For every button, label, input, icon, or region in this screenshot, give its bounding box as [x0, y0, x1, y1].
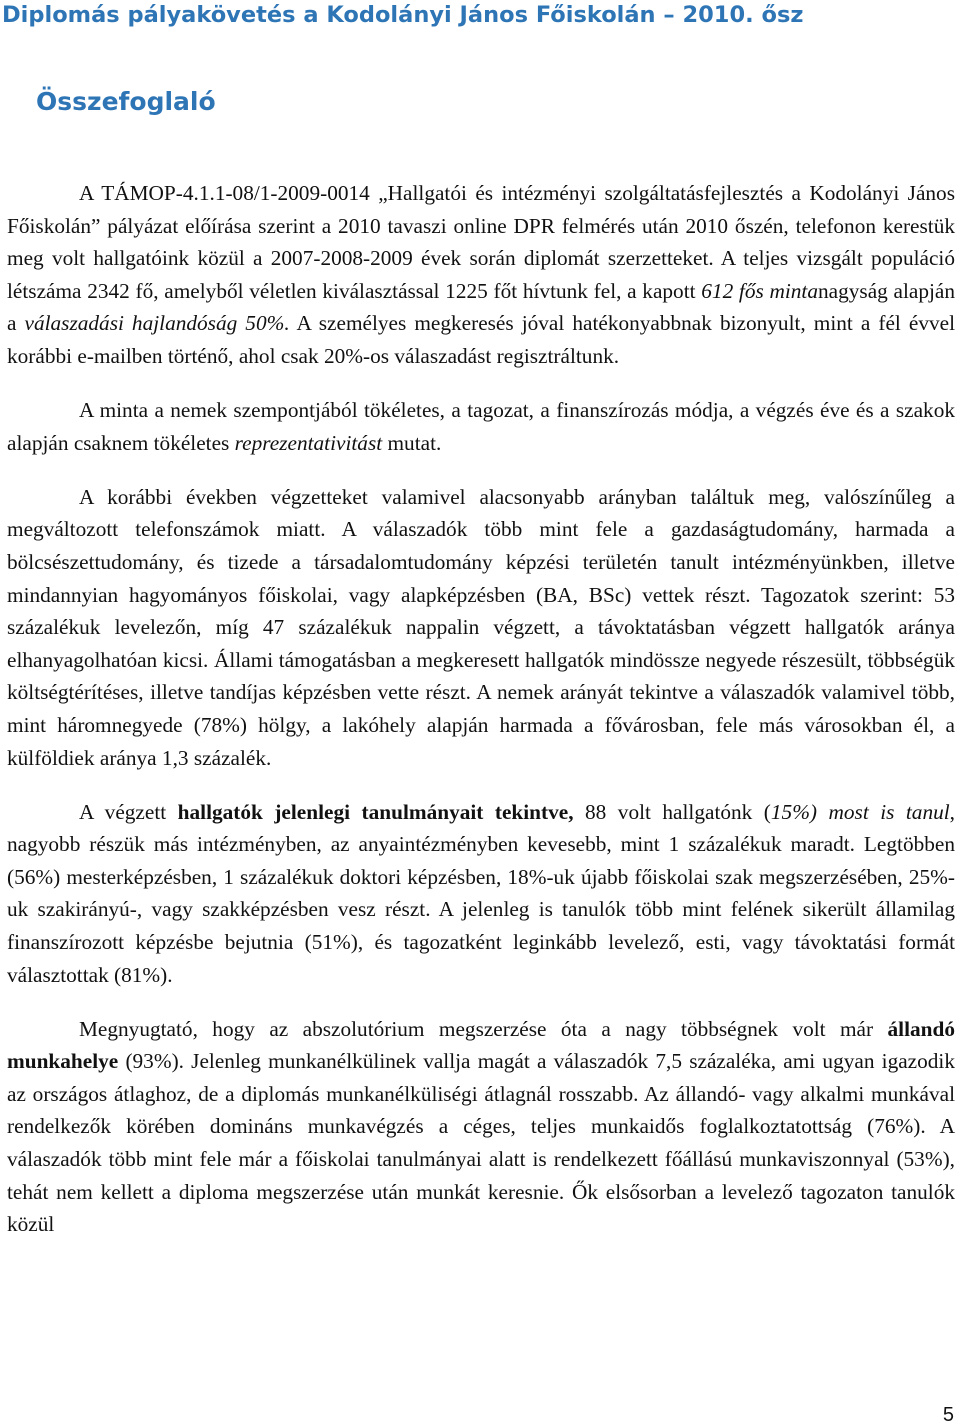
emphasis-text: 15%) most is tanul: [770, 799, 950, 824]
document-header-title: Diplomás pályakövetés a Kodolányi János Főiskolán – 2010. ősz: [2, 2, 804, 28]
text-run: mutat.: [382, 430, 442, 455]
text-run: A végzett: [79, 799, 178, 824]
text-run: 88 volt hallgatónk (: [573, 799, 771, 824]
text-run: nagyság alapján a: [7, 278, 956, 336]
text-run: A korábbi években végzetteket valamivel alacsonyabb arányban találtuk meg, valószínűleg a megváltozott telefonszámok miatt. A válaszadók több mint fele a gazdaságtudomány, harmada a bölcsészettudomány, és tizede a társadalomtudomány képzési területén tanult intézményünkben, illetve mindannyian hagyományos főiskolai, vagy alapképzésben (BA, BSc) vettek részt. Tagozatok szerint: 53 százalékuk levelezőn, míg 47 százalékuk nappalin végzett, a távoktatásban végzett hallgatók aránya elhanyagolhatóan kicsi. Állami támogatásban a megkeresett hallgatók mindössze negyede részesült, többségük költségtérítéses, illetve tandíjas képzésben vette részt. A nemek arányát tekintve a válaszadók valamivel több, mint háromnegyede (78%) hölgy, a lakóhely alapján harmada a fővárosban, fele más városokban él, a külföldiek aránya 1,3 százalék.: [7, 484, 955, 770]
text-run: A TÁMOP-4.1.1-08/1-2009-0014 „Hallgatói és intézményi szolgáltatásfejlesztés a Kodolányi János Főiskolán” pályázat előírása szerint a 2010 tavaszi online DPR felmérés után 2010 őszén, telefonon kerestük meg volt hallgatóink közül a 2007-2008-2009 évek során diplomát szerzetteket. A teljes vizsgált populáció létszáma 2342 fő, amelyből véletlen kiválasztással 1225 főt hívtunk fel, a kapott: [7, 181, 955, 303]
section-heading: Összefoglaló: [36, 87, 216, 116]
paragraph-methodology: [7, 177, 955, 373]
paragraph-employment: [7, 1013, 955, 1241]
text-run: A személyes megkeresés jóval hatékonyabbnak bizonyult, mint a fél évvel korábbi e-mailben történő, ahol csak 20%-os válaszadást regisztráltunk.: [7, 311, 955, 368]
text-run: Megnyugtató, hogy az abszolutórium megszerzése óta a nagy többségnek volt már: [79, 1016, 888, 1041]
document-body: [7, 177, 955, 1241]
page-number: 5: [942, 1404, 954, 1426]
bold-text: hallgatók jelenlegi tanulmányait tekintve,: [177, 799, 574, 824]
emphasis-text: 612 fős minta: [701, 278, 819, 303]
text-run: (93%). Jelenleg munkanélkülinek vallja magát a válaszadók 7,5 százaléka, ami ugyan igazodik az országos átlaghoz, de a diplomás munkanélküliségi átlagnál rosszabb. Az állandó- vagy alkalmi munkával rendelkezők körében domináns munkavégzés a céges, teljes munkaidős foglalkoztatottság (76%). A válaszadók több mint fele már a főiskolai tanulmányai alatt is rendelkezett főállású munkaviszonnyal (53%), tehát nem kellett a diploma megszerzése után munkát keresnie. Ők elsősorban a levelező tagozaton tanulók közül: [7, 1049, 955, 1237]
paragraph-respondents: [7, 481, 955, 774]
paragraph-further-studies: [7, 796, 955, 992]
paragraph-representativeness: [7, 394, 955, 459]
emphasis-text: válaszadási hajlandóság 50%.: [24, 311, 290, 336]
emphasis-text: reprezentativitást: [234, 430, 383, 455]
text-run: , nagyobb részük más intézményben, az anyaintézményben kevesebb, mint 1 százalékuk maradt. Legtöbben (56%) mesterképzésben, 1 százalékuk doktori képzésben, 18%-uk újabb főiskolai szak megszerzésében, 25%-uk szakirányú-, vagy szakképzésben vesz részt. A jelenleg is tanulók több mint felének sikerült államilag finanszírozott képzésbe bejutnia (51%), és tagozatként leginkább levelező, esti, vagy távoktatási formát választottak (81%).: [7, 799, 955, 987]
text-run: A minta a nemek szempontjából tökéletes, a tagozat, a finanszírozás módja, a végzés éve és a szakok alapján csaknem tökéletes: [7, 398, 955, 455]
bold-text: állandó munkahelye: [7, 1016, 955, 1074]
